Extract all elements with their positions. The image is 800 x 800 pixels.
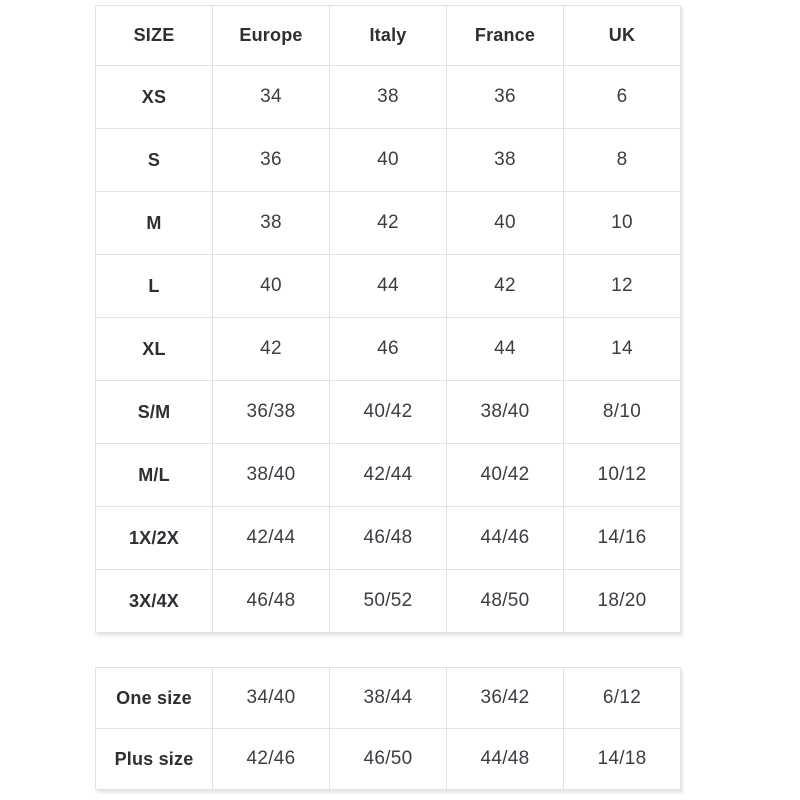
value-cell-france: 38/40 [447,381,564,444]
value-cell-france: 42 [447,255,564,318]
value-cell-europe: 38/40 [213,444,330,507]
value-cell-italy: 42 [330,192,447,255]
value-cell-uk: 10/12 [564,444,681,507]
size-label: M [96,192,213,255]
value-cell-france: 36/42 [447,668,564,729]
size-conversion-table [95,5,681,633]
value-cell-france: 44/46 [447,507,564,570]
column-header-italy: Italy [330,6,447,66]
value-cell-italy: 40/42 [330,381,447,444]
size-label: M/L [96,444,213,507]
value-cell-italy: 38/44 [330,668,447,729]
value-cell-uk: 6/12 [564,668,681,729]
header-row [96,6,681,66]
table-row-l [96,255,681,318]
value-cell-italy: 38 [330,66,447,129]
size-label: 3X/4X [96,570,213,633]
special-sizes-table [95,667,681,790]
value-cell-uk: 8/10 [564,381,681,444]
table-row-sm [96,381,681,444]
table-row-3x4x [96,570,681,633]
table-row-xs [96,66,681,129]
size-label: XL [96,318,213,381]
value-cell-uk: 12 [564,255,681,318]
table-row-xl [96,318,681,381]
column-header-size: SIZE [96,6,213,66]
value-cell-uk: 18/20 [564,570,681,633]
value-cell-france: 40 [447,192,564,255]
value-cell-uk: 6 [564,66,681,129]
table-row-plus-size [96,729,681,790]
value-cell-europe: 36/38 [213,381,330,444]
value-cell-france: 44/48 [447,729,564,790]
table-row-1x2x [96,507,681,570]
column-header-france: France [447,6,564,66]
size-label: S [96,129,213,192]
size-label: L [96,255,213,318]
value-cell-italy: 42/44 [330,444,447,507]
table-row-one-size [96,668,681,729]
value-cell-europe: 42 [213,318,330,381]
size-label: S/M [96,381,213,444]
value-cell-europe: 40 [213,255,330,318]
value-cell-europe: 34 [213,66,330,129]
table-row-m [96,192,681,255]
size-label: XS [96,66,213,129]
value-cell-uk: 14/18 [564,729,681,790]
value-cell-france: 48/50 [447,570,564,633]
value-cell-france: 40/42 [447,444,564,507]
value-cell-europe: 34/40 [213,668,330,729]
value-cell-italy: 46/50 [330,729,447,790]
column-header-uk: UK [564,6,681,66]
size-label: Plus size [96,729,213,790]
value-cell-italy: 46/48 [330,507,447,570]
value-cell-europe: 42/46 [213,729,330,790]
value-cell-uk: 10 [564,192,681,255]
value-cell-uk: 14 [564,318,681,381]
value-cell-italy: 46 [330,318,447,381]
value-cell-uk: 8 [564,129,681,192]
value-cell-italy: 50/52 [330,570,447,633]
value-cell-uk: 14/16 [564,507,681,570]
table-row-s [96,129,681,192]
value-cell-italy: 44 [330,255,447,318]
size-label: One size [96,668,213,729]
column-header-europe: Europe [213,6,330,66]
value-cell-europe: 46/48 [213,570,330,633]
value-cell-europe: 36 [213,129,330,192]
value-cell-italy: 40 [330,129,447,192]
value-cell-france: 38 [447,129,564,192]
value-cell-france: 44 [447,318,564,381]
table-row-ml [96,444,681,507]
value-cell-europe: 42/44 [213,507,330,570]
value-cell-france: 36 [447,66,564,129]
size-label: 1X/2X [96,507,213,570]
value-cell-europe: 38 [213,192,330,255]
